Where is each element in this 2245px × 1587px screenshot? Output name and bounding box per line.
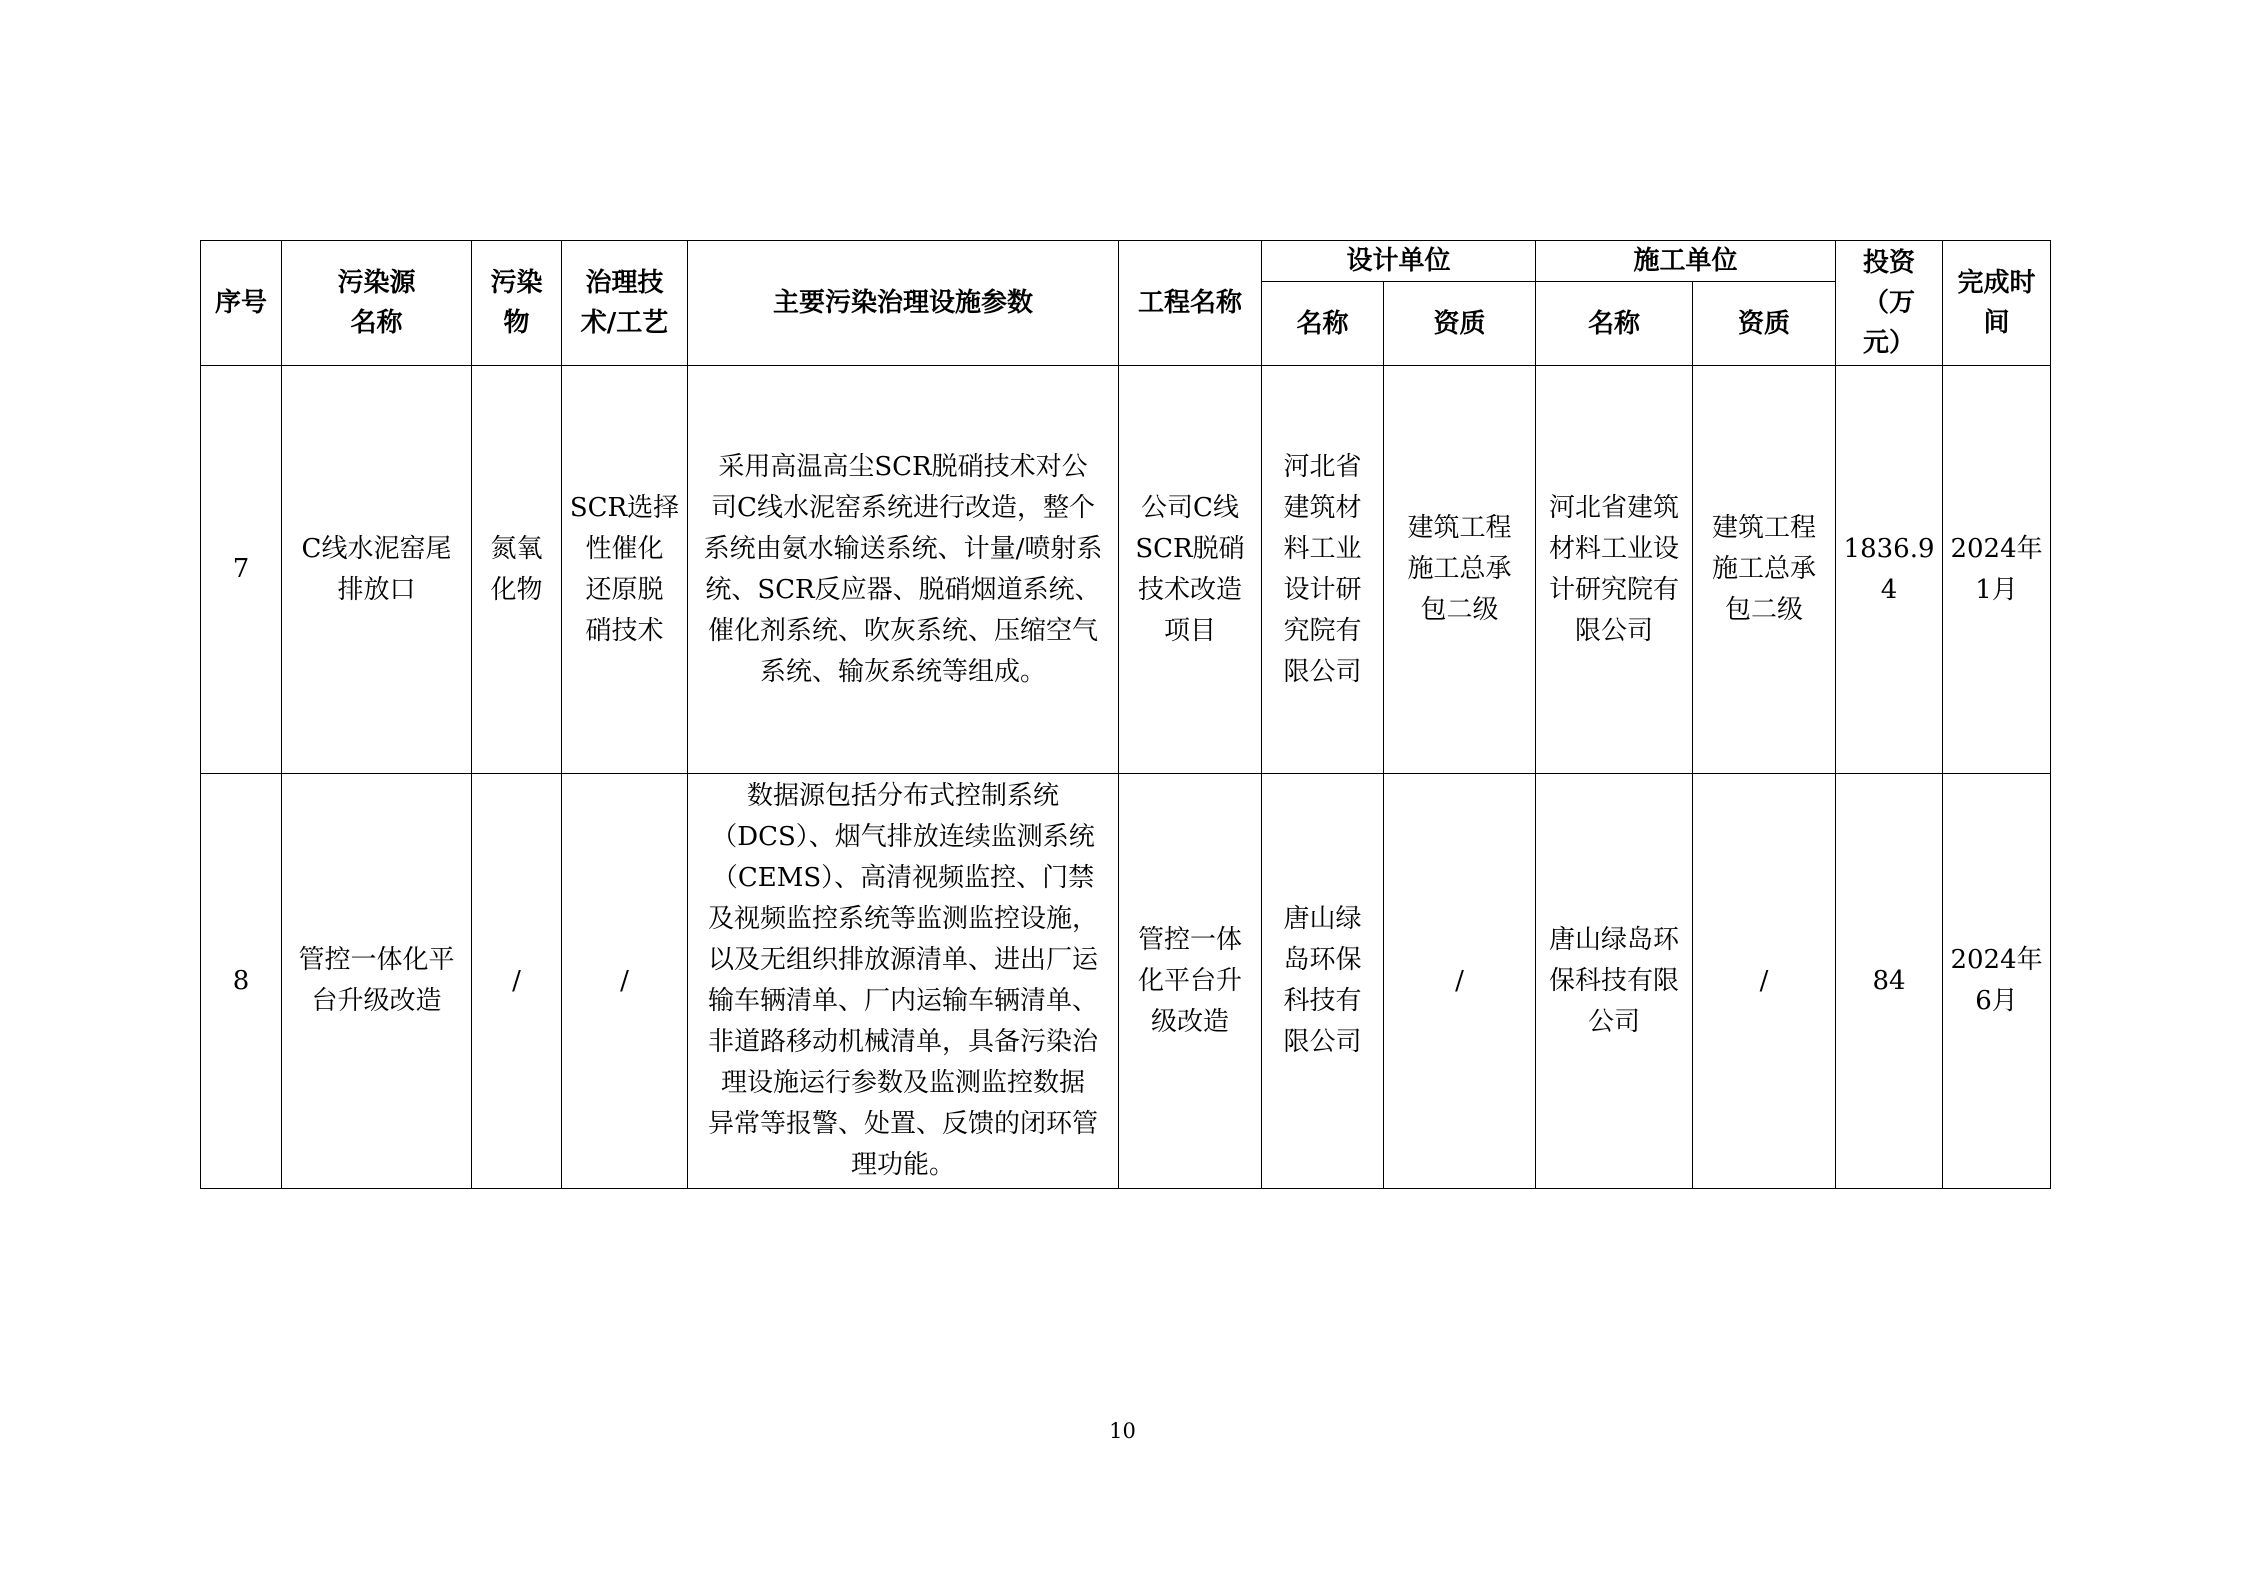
- cell-construct-name: 唐山绿岛环 保科技有限 公司: [1536, 774, 1693, 1189]
- cell-technology: /: [562, 774, 688, 1189]
- cell-no: 8: [201, 774, 282, 1189]
- cell-investment: 84: [1836, 774, 1943, 1189]
- cell-construct-qualification: 建筑工程 施工总承 包二级: [1693, 366, 1836, 774]
- header-source-name: 污染源 名称: [282, 241, 472, 366]
- header-no: 序号: [201, 241, 282, 366]
- cell-design-name: 河北省 建筑材 料工业 设计研 究院有 限公司: [1262, 366, 1384, 774]
- cell-investment: 1836.94: [1836, 366, 1943, 774]
- cell-completion: 2024年 1月: [1943, 366, 2051, 774]
- header-pollutant: 污染 物: [472, 241, 562, 366]
- page-number: 10: [1109, 1419, 1136, 1443]
- cell-source-name: C线水泥窑尾 排放口: [282, 366, 472, 774]
- pollution-control-table: [200, 240, 2051, 1189]
- header-row-top: [201, 241, 2051, 282]
- header-construct-name: 名称: [1536, 282, 1693, 366]
- cell-project: 公司C线 SCR脱硝 技术改造 项目: [1119, 366, 1262, 774]
- header-design-qualification: 资质: [1384, 282, 1536, 366]
- table-row: [201, 774, 2051, 1189]
- cell-params: 数据源包括分布式控制系统 （DCS）、烟气排放连续监测系统 （CEMS）、高清视频监控、门禁 及视频监控系统等监测监控设施， 以及无组织排放源清单、进出厂运 输车辆清单、厂内运输车辆清单、 非道路移动机械清单，具备污染治 理设施运行参数及监测监控数据 异常等报警、处置、反馈的闭环管 理功能。: [688, 774, 1119, 1189]
- header-construction-unit: 施工单位: [1536, 241, 1836, 282]
- cell-design-qualification: 建筑工程 施工总承 包二级: [1384, 366, 1536, 774]
- cell-pollutant: 氮氧 化物: [472, 366, 562, 774]
- cell-params: 采用高温高尘SCR脱硝技术对公 司C线水泥窑系统进行改造，整个 系统由氨水输送系统、计量/喷射系 统、SCR反应器、脱硝烟道系统、 催化剂系统、吹灰系统、压缩空气 系统、输灰系统等组成。: [688, 366, 1119, 774]
- cell-technology: SCR选择 性催化 还原脱 硝技术: [562, 366, 688, 774]
- header-design-name: 名称: [1262, 282, 1384, 366]
- header-technology: 治理技 术/工艺: [562, 241, 688, 366]
- cell-construct-name: 河北省建筑 材料工业设 计研究院有 限公司: [1536, 366, 1693, 774]
- table-row: [201, 366, 2051, 774]
- cell-design-name: 唐山绿 岛环保 科技有 限公司: [1262, 774, 1384, 1189]
- header-project: 工程名称: [1119, 241, 1262, 366]
- cell-no: 7: [201, 366, 282, 774]
- cell-completion: 2024年 6月: [1943, 774, 2051, 1189]
- header-design-unit: 设计单位: [1262, 241, 1536, 282]
- header-investment: 投资 （万 元）: [1836, 241, 1943, 366]
- cell-project: 管控一体 化平台升 级改造: [1119, 774, 1262, 1189]
- cell-source-name: 管控一体化平 台升级改造: [282, 774, 472, 1189]
- cell-construct-qualification: /: [1693, 774, 1836, 1189]
- header-construct-qualification: 资质: [1693, 282, 1836, 366]
- cell-pollutant: /: [472, 774, 562, 1189]
- header-completion: 完成时 间: [1943, 241, 2051, 366]
- cell-design-qualification: /: [1384, 774, 1536, 1189]
- header-params: 主要污染治理设施参数: [688, 241, 1119, 366]
